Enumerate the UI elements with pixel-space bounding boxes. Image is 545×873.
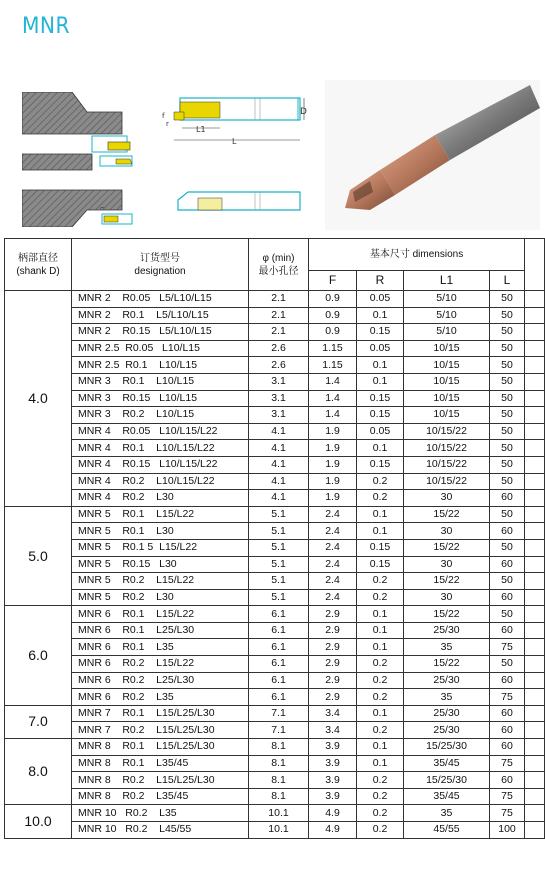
table-row (5, 523, 545, 540)
r-cell: 0.1 (357, 440, 404, 457)
r-cell: 0.2 (357, 689, 404, 706)
l-cell: 50 (490, 440, 525, 457)
l1-cell: 10/15/22 (404, 440, 490, 457)
designation-cell: MNR 8 R0.1 L15/L25/L30 (72, 739, 249, 756)
phi-min-cell: 6.1 (249, 606, 309, 623)
l1-cell: 25/30 (404, 672, 490, 689)
l1-cell: 25/30 (404, 622, 490, 639)
designation-cell: MNR 6 R0.2 L15/L22 (72, 656, 249, 673)
l1-cell: 5/10 (404, 324, 490, 341)
spacer-cell (525, 705, 545, 722)
spacer-cell (525, 755, 545, 772)
spacer-cell (525, 689, 545, 706)
designation-cell: MNR 6 R0.1 L25/L30 (72, 622, 249, 639)
l1-cell: 25/30 (404, 722, 490, 739)
figure-area (0, 70, 545, 240)
phi-min-cell: 6.1 (249, 656, 309, 673)
l1-cell: 15/22 (404, 539, 490, 556)
l-cell: 50 (490, 340, 525, 357)
r-cell: 0.2 (357, 490, 404, 507)
l1-cell: 5/10 (404, 307, 490, 324)
r-cell: 0.15 (357, 556, 404, 573)
r-cell: 0.2 (357, 772, 404, 789)
table-row (5, 705, 545, 722)
f-cell: 2.9 (309, 622, 357, 639)
designation-cell: MNR 2 R0.1 L5/L10/L15 (72, 307, 249, 324)
designation-cell: MNR 6 R0.2 L25/L30 (72, 672, 249, 689)
f-cell: 4.9 (309, 822, 357, 839)
header-F: F (309, 271, 357, 291)
f-cell: 1.4 (309, 390, 357, 407)
designation-cell: MNR 8 R0.1 L35/45 (72, 755, 249, 772)
tool-product-photo (325, 80, 540, 230)
f-cell: 3.9 (309, 755, 357, 772)
l-cell: 60 (490, 589, 525, 606)
f-cell: 1.9 (309, 456, 357, 473)
spacer-cell (525, 291, 545, 308)
spacer-cell (525, 324, 545, 341)
header-spacer (525, 239, 545, 291)
r-cell: 0.1 (357, 307, 404, 324)
designation-cell: MNR 2.5 R0.05 L10/L15 (72, 340, 249, 357)
shank-diameter-cell: 5.0 (5, 506, 72, 606)
f-cell: 2.4 (309, 589, 357, 606)
designation-cell: MNR 5 R0.1 L30 (72, 523, 249, 540)
l-cell: 60 (490, 556, 525, 573)
l-cell: 60 (490, 622, 525, 639)
phi-min-cell: 4.1 (249, 456, 309, 473)
f-cell: 2.9 (309, 689, 357, 706)
r-cell: 0.15 (357, 324, 404, 341)
f-cell: 3.9 (309, 739, 357, 756)
l-cell: 50 (490, 573, 525, 590)
l-cell: 75 (490, 788, 525, 805)
l1-cell: 35 (404, 689, 490, 706)
designation-cell: MNR 2 R0.05 L5/L10/L15 (72, 291, 249, 308)
l-cell: 75 (490, 755, 525, 772)
table-row (5, 573, 545, 590)
phi-min-cell: 3.1 (249, 407, 309, 424)
l1-cell: 35/45 (404, 755, 490, 772)
r-cell: 0.2 (357, 788, 404, 805)
table-row (5, 755, 545, 772)
f-cell: 3.4 (309, 705, 357, 722)
table-row (5, 772, 545, 789)
designation-cell: MNR 4 R0.2 L10/L15/L22 (72, 473, 249, 490)
l1-cell: 35/45 (404, 788, 490, 805)
l1-cell: 15/22 (404, 573, 490, 590)
designation-cell: MNR 6 R0.1 L15/L22 (72, 606, 249, 623)
spacer-cell (525, 822, 545, 839)
phi-min-cell: 5.1 (249, 506, 309, 523)
label-L: L (232, 137, 237, 146)
r-cell: 0.1 (357, 622, 404, 639)
phi-min-cell: 7.1 (249, 705, 309, 722)
r-cell: 0.2 (357, 822, 404, 839)
header-designation: 订货型号 designation (72, 239, 249, 291)
spacer-cell (525, 390, 545, 407)
f-cell: 2.4 (309, 523, 357, 540)
designation-cell: MNR 10 R0.2 L35 (72, 805, 249, 822)
phi-min-cell: 6.1 (249, 689, 309, 706)
phi-min-cell: 8.1 (249, 739, 309, 756)
spacer-cell (525, 656, 545, 673)
l1-cell: 10/15/22 (404, 423, 490, 440)
phi-min-cell: 6.1 (249, 622, 309, 639)
r-cell: 0.15 (357, 539, 404, 556)
l-cell: 100 (490, 822, 525, 839)
designation-cell: MNR 3 R0.2 L10/L15 (72, 407, 249, 424)
l1-cell: 10/15 (404, 390, 490, 407)
table-row (5, 739, 545, 756)
l-cell: 50 (490, 291, 525, 308)
spacer-cell (525, 373, 545, 390)
r-cell: 0.1 (357, 739, 404, 756)
phi-min-cell: 10.1 (249, 805, 309, 822)
header-R: R (357, 271, 404, 291)
label-r: r (166, 120, 169, 128)
designation-cell: MNR 6 R0.1 L35 (72, 639, 249, 656)
designation-cell: MNR 8 R0.2 L35/45 (72, 788, 249, 805)
phi-min-cell: 2.1 (249, 324, 309, 341)
designation-cell: MNR 2.5 R0.1 L10/L15 (72, 357, 249, 374)
l-cell: 50 (490, 506, 525, 523)
l-cell: 60 (490, 490, 525, 507)
designation-cell: MNR 4 R0.15 L10/L15/L22 (72, 456, 249, 473)
f-cell: 2.9 (309, 639, 357, 656)
shank-diameter-cell: 7.0 (5, 705, 72, 738)
table-row (5, 506, 545, 523)
designation-cell: MNR 8 R0.2 L15/L25/L30 (72, 772, 249, 789)
table-row (5, 539, 545, 556)
designation-cell: MNR 5 R0.15 L30 (72, 556, 249, 573)
spacer-cell (525, 456, 545, 473)
table-row (5, 556, 545, 573)
l1-cell: 30 (404, 523, 490, 540)
header-shank: 柄部直径 (shank D) (5, 239, 72, 291)
f-cell: 1.9 (309, 423, 357, 440)
table-row (5, 340, 545, 357)
l-cell: 75 (490, 805, 525, 822)
spacer-cell (525, 340, 545, 357)
l-cell: 60 (490, 772, 525, 789)
header-L1: L1 (404, 271, 490, 291)
l1-cell: 5/10 (404, 291, 490, 308)
phi-min-cell: 5.1 (249, 589, 309, 606)
f-cell: 2.9 (309, 672, 357, 689)
spacer-cell (525, 307, 545, 324)
table-row (5, 589, 545, 606)
f-cell: 3.4 (309, 722, 357, 739)
shank-diameter-cell: 6.0 (5, 606, 72, 706)
r-cell: 0.2 (357, 672, 404, 689)
f-cell: 2.4 (309, 506, 357, 523)
designation-cell: MNR 6 R0.2 L35 (72, 689, 249, 706)
label-D: D (300, 107, 307, 117)
r-cell: 0.1 (357, 705, 404, 722)
phi-min-cell: 7.1 (249, 722, 309, 739)
label-f: f (162, 112, 165, 120)
table-row (5, 689, 545, 706)
table-row (5, 390, 545, 407)
r-cell: 0.1 (357, 639, 404, 656)
table-row (5, 490, 545, 507)
table-row (5, 722, 545, 739)
spacer-cell (525, 589, 545, 606)
table-body (5, 291, 545, 839)
l1-cell: 45/55 (404, 822, 490, 839)
f-cell: 1.9 (309, 473, 357, 490)
r-cell: 0.15 (357, 390, 404, 407)
spacer-cell (525, 805, 545, 822)
l1-cell: 30 (404, 589, 490, 606)
header-phi: φ (min) 最小孔径 (249, 239, 309, 291)
r-cell: 0.1 (357, 606, 404, 623)
spacer-cell (525, 490, 545, 507)
l-cell: 50 (490, 423, 525, 440)
f-cell: 2.9 (309, 656, 357, 673)
table-row (5, 291, 545, 308)
spacer-cell (525, 622, 545, 639)
l-cell: 60 (490, 672, 525, 689)
l-cell: 60 (490, 705, 525, 722)
designation-cell: MNR 7 R0.1 L15/L25/L30 (72, 705, 249, 722)
designation-cell: MNR 5 R0.2 L15/L22 (72, 573, 249, 590)
l1-cell: 15/22 (404, 606, 490, 623)
designation-cell: MNR 3 R0.15 L10/L15 (72, 390, 249, 407)
spacer-cell (525, 788, 545, 805)
l1-cell: 15/25/30 (404, 739, 490, 756)
svg-text:⌐: ⌐ (100, 205, 106, 212)
phi-min-cell: 5.1 (249, 573, 309, 590)
f-cell: 2.4 (309, 539, 357, 556)
designation-cell: MNR 5 R0.2 L30 (72, 589, 249, 606)
l-cell: 50 (490, 307, 525, 324)
l-cell: 50 (490, 324, 525, 341)
l-cell: 50 (490, 656, 525, 673)
l1-cell: 30 (404, 490, 490, 507)
spacer-cell (525, 407, 545, 424)
l1-cell: 30 (404, 556, 490, 573)
phi-min-cell: 6.1 (249, 672, 309, 689)
spacer-cell (525, 440, 545, 457)
phi-min-cell: 3.1 (249, 373, 309, 390)
shank-diameter-cell: 4.0 (5, 291, 72, 507)
l1-cell: 25/30 (404, 705, 490, 722)
table-row (5, 639, 545, 656)
l1-cell: 35 (404, 639, 490, 656)
f-cell: 0.9 (309, 307, 357, 324)
l-cell: 50 (490, 357, 525, 374)
table-row (5, 805, 545, 822)
spacer-cell (525, 556, 545, 573)
header-L: L (490, 271, 525, 291)
spacer-cell (525, 722, 545, 739)
designation-cell: MNR 2 R0.15 L5/L10/L15 (72, 324, 249, 341)
r-cell: 0.05 (357, 291, 404, 308)
phi-min-cell: 5.1 (249, 523, 309, 540)
table-row (5, 473, 545, 490)
phi-min-cell: 2.6 (249, 340, 309, 357)
l-cell: 50 (490, 407, 525, 424)
f-cell: 3.9 (309, 772, 357, 789)
table-row (5, 606, 545, 623)
phi-min-cell: 2.1 (249, 291, 309, 308)
r-cell: 0.2 (357, 589, 404, 606)
specification-table (4, 238, 545, 839)
r-cell: 0.2 (357, 656, 404, 673)
f-cell: 2.4 (309, 573, 357, 590)
phi-min-cell: 5.1 (249, 556, 309, 573)
phi-min-cell: 6.1 (249, 639, 309, 656)
f-cell: 0.9 (309, 291, 357, 308)
f-cell: 4.9 (309, 805, 357, 822)
r-cell: 0.1 (357, 506, 404, 523)
f-cell: 1.4 (309, 373, 357, 390)
table-row (5, 788, 545, 805)
phi-min-cell: 2.6 (249, 357, 309, 374)
designation-cell: MNR 4 R0.2 L30 (72, 490, 249, 507)
spacer-cell (525, 473, 545, 490)
shank-diameter-cell: 8.0 (5, 739, 72, 805)
spacer-cell (525, 772, 545, 789)
spacer-cell (525, 606, 545, 623)
l1-cell: 10/15 (404, 407, 490, 424)
r-cell: 0.1 (357, 755, 404, 772)
f-cell: 3.9 (309, 788, 357, 805)
f-cell: 2.4 (309, 556, 357, 573)
table-row (5, 357, 545, 374)
phi-min-cell: 2.1 (249, 307, 309, 324)
l1-cell: 10/15 (404, 373, 490, 390)
f-cell: 0.9 (309, 324, 357, 341)
page-title: MNR (22, 14, 71, 39)
phi-min-cell: 4.1 (249, 473, 309, 490)
f-cell: 1.9 (309, 440, 357, 457)
phi-min-cell: 8.1 (249, 788, 309, 805)
r-cell: 0.2 (357, 473, 404, 490)
spacer-cell (525, 639, 545, 656)
f-cell: 1.4 (309, 407, 357, 424)
f-cell: 1.15 (309, 340, 357, 357)
r-cell: 0.2 (357, 722, 404, 739)
table-row (5, 656, 545, 673)
f-cell: 2.9 (309, 606, 357, 623)
l1-cell: 35 (404, 805, 490, 822)
shank-diameter-cell: 10.0 (5, 805, 72, 838)
table-row (5, 822, 545, 839)
designation-cell: MNR 4 R0.1 L10/L15/L22 (72, 440, 249, 457)
l-cell: 50 (490, 606, 525, 623)
spacer-cell (525, 357, 545, 374)
l1-cell: 10/15 (404, 340, 490, 357)
table-row (5, 324, 545, 341)
spacer-cell (525, 506, 545, 523)
phi-min-cell: 3.1 (249, 390, 309, 407)
tool-dimension-drawing (160, 88, 310, 233)
phi-min-cell: 4.1 (249, 423, 309, 440)
l1-cell: 15/25/30 (404, 772, 490, 789)
l-cell: 50 (490, 373, 525, 390)
r-cell: 0.1 (357, 523, 404, 540)
table-row (5, 440, 545, 457)
r-cell: 0.2 (357, 573, 404, 590)
l1-cell: 15/22 (404, 506, 490, 523)
l1-cell: 10/15/22 (404, 456, 490, 473)
f-cell: 1.9 (309, 490, 357, 507)
r-cell: 0.15 (357, 456, 404, 473)
l1-cell: 10/15/22 (404, 473, 490, 490)
phi-min-cell: 4.1 (249, 490, 309, 507)
l-cell: 60 (490, 523, 525, 540)
table-row (5, 307, 545, 324)
designation-cell: MNR 4 R0.05 L10/L15/L22 (72, 423, 249, 440)
l-cell: 60 (490, 739, 525, 756)
designation-cell: MNR 7 R0.2 L15/L25/L30 (72, 722, 249, 739)
l-cell: 50 (490, 539, 525, 556)
phi-min-cell: 4.1 (249, 440, 309, 457)
r-cell: 0.1 (357, 357, 404, 374)
r-cell: 0.2 (357, 805, 404, 822)
designation-cell: MNR 5 R0.1 5 L15/L22 (72, 539, 249, 556)
phi-min-cell: 8.1 (249, 772, 309, 789)
header-dimensions: 基本尺寸 dimensions (309, 239, 525, 271)
designation-cell: MNR 5 R0.1 L15/L22 (72, 506, 249, 523)
l1-cell: 10/15 (404, 357, 490, 374)
r-cell: 0.15 (357, 407, 404, 424)
l1-cell: 15/22 (404, 656, 490, 673)
spacer-cell (525, 672, 545, 689)
r-cell: 0.1 (357, 373, 404, 390)
spacer-cell (525, 573, 545, 590)
table-row (5, 373, 545, 390)
spacer-cell (525, 423, 545, 440)
table-row (5, 672, 545, 689)
designation-cell: MNR 10 R0.2 L45/55 (72, 822, 249, 839)
label-L1: L1 (196, 125, 206, 134)
l-cell: 50 (490, 456, 525, 473)
phi-min-cell: 5.1 (249, 539, 309, 556)
l-cell: 50 (490, 473, 525, 490)
table-row (5, 456, 545, 473)
table-row (5, 407, 545, 424)
cross-section-diagram (22, 92, 172, 227)
f-cell: 1.15 (309, 357, 357, 374)
r-cell: 0.05 (357, 340, 404, 357)
l-cell: 75 (490, 689, 525, 706)
l-cell: 60 (490, 722, 525, 739)
l-cell: 75 (490, 639, 525, 656)
designation-cell: MNR 3 R0.1 L10/L15 (72, 373, 249, 390)
table-row (5, 622, 545, 639)
table-row (5, 423, 545, 440)
spacer-cell (525, 739, 545, 756)
phi-min-cell: 8.1 (249, 755, 309, 772)
phi-min-cell: 10.1 (249, 822, 309, 839)
spacer-cell (525, 539, 545, 556)
r-cell: 0.05 (357, 423, 404, 440)
spacer-cell (525, 523, 545, 540)
l-cell: 50 (490, 390, 525, 407)
